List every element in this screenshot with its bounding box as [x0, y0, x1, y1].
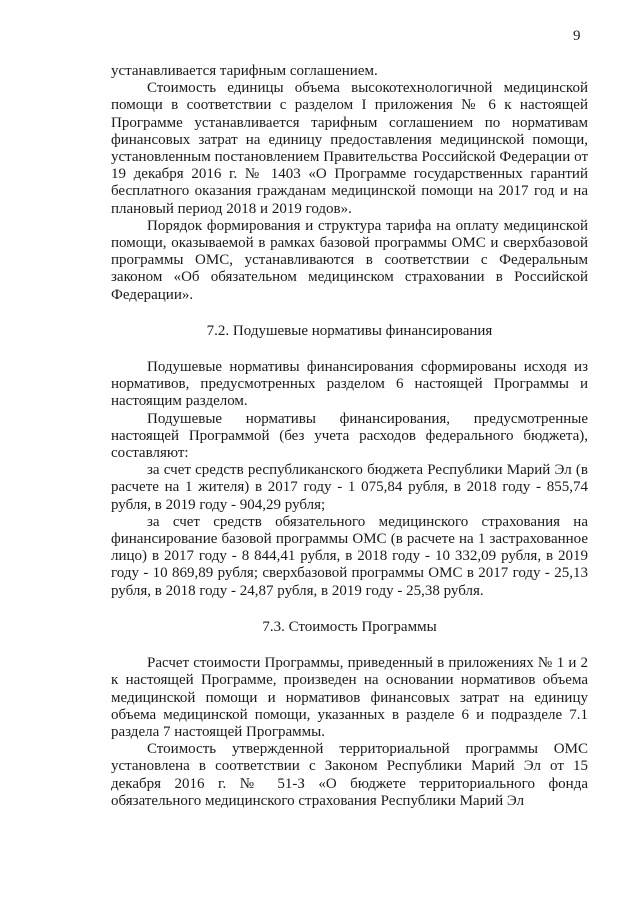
- paragraph-high-tech-cost: Стоимость единицы объема высокотехнологичной медицинской помощи в соответствии с разделом I приложения № 6 к настоящей Программе устанавливается тарифным соглашением по нормативам финансовых затрат на единицу предоставления медицинской помощи, установленным постановлением Правительства Российской Федерации от 19 декабря 2016 г. № 1403 «О Программе государственных гарантий бесплатного оказания гражданам медицинской помощи на 2017 год и на плановый период 2018 и 2019 годов».: [111, 80, 588, 217]
- paragraph-oms-funds: за счет средств обязательного медицинского страхования на финансирование базовой программы ОМС (в расчете на 1 застрахованное лицо) в 2017 году - 8 844,41 рубля, в 2018 году - 10 332,09 рубля, в 2019 году - 10 869,89 рубля; сверхбазовой программы ОМС в 2017 году - 25,13 рубля, в 2018 году - 24,87 рубля, в 2019 году - 25,38 рубля.: [111, 513, 588, 599]
- section-heading-7-3: 7.3. Стоимость Программы: [262, 618, 437, 635]
- section-heading-7-2: 7.2. Подушевые нормативы финансирования: [206, 322, 493, 339]
- paragraph-tariff-agreement: устанавливается тарифным соглашением.: [111, 63, 378, 79]
- paragraph-per-capita-formed: Подушевые нормативы финансирования сформированы исходя из нормативов, предусмотренных разделом 6 настоящей Программы и настоящим разделом.: [111, 359, 588, 410]
- paragraph-tariff-procedure: Порядок формирования и структура тарифа на оплату медицинской помощи, оказываемой в рамках базовой программы ОМС и сверхбазовой программы ОМС, устанавливаются в соответствии с Федеральным законом «Об обязательном медицинском страховании в Российской Федерации».: [111, 217, 588, 303]
- document-body: [111, 63, 588, 810]
- paragraph-oms-program-cost: Стоимость утвержденной территориальной программы ОМС установлена в соответствии с Законом Республики Марий Эл от 15 декабря 2016 г. № 51-З «О бюджете территориального фонда обязательного медицинского страхования Республики Марий Эл: [111, 741, 588, 809]
- paragraph-per-capita-amounts: Подушевые нормативы финансирования, предусмотренные настоящей Программой (без учета расходов федерального бюджета), составляют:: [111, 410, 588, 462]
- page-number: 9: [573, 28, 581, 44]
- paragraph-republic-budget: за счет средств республиканского бюджета Республики Марий Эл (в расчете на 1 жителя) в 2017 году - 1 075,84 рубля, в 2018 году - 855,74 рубля, в 2019 году - 904,29 рубля;: [111, 462, 588, 513]
- paragraph-program-cost-calc: Расчет стоимости Программы, приведенный в приложениях № 1 и 2 к настоящей Программе, произведен на основании нормативов объема медицинской помощи и нормативов финансовых затрат на единицу объема медицинской помощи, указанных в разделе 6 и подразделе 7.1 раздела 7 настоящей Программы.: [111, 655, 588, 740]
